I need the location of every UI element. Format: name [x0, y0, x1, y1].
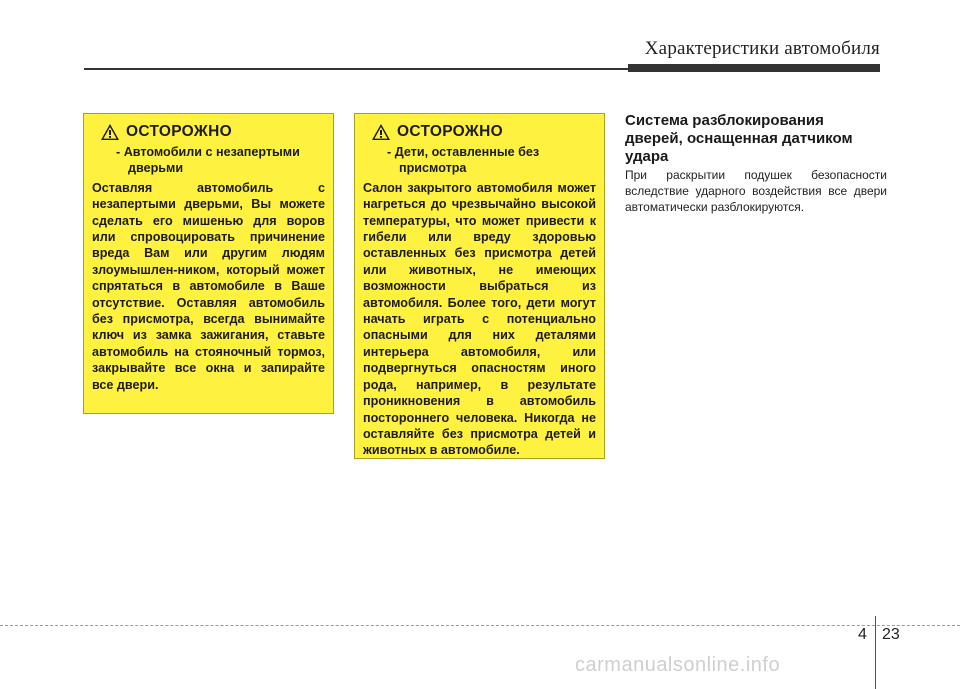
warning-item: - Автомобили с незапертыми дверьми	[116, 145, 300, 176]
warning-triangle-icon	[100, 123, 120, 141]
warning-header	[371, 123, 596, 141]
warning-box-unattended-children	[354, 113, 605, 459]
warning-title: ОСТОРОЖНО	[397, 122, 503, 140]
footer-dashed-rule	[0, 625, 960, 626]
header-rule-accent	[628, 64, 880, 72]
warning-body: Оставляя автомобиль с незапертыми дверьми, Вы можете сделать его мишенью для воров или спровоцировать причинение вреда Вам или другим людям злоумышлен-ником, который может спрятаться в автомобиле в Ваше отсутствие. Оставляя автомобиль без присмотра, всегда вынимайте ключ из замка зажигания, ставьте автомобиль на стояночный тормоз, закрывайте все окна и запирайте все двери.	[92, 180, 325, 392]
page-header-title: Характеристики автомобиля	[644, 38, 880, 59]
warning-item: - Дети, оставленные без присмотра	[387, 145, 540, 176]
warning-title: ОСТОРОЖНО	[126, 122, 232, 140]
warning-triangle-icon	[371, 123, 391, 141]
warning-box-unlocked-doors	[83, 113, 334, 414]
watermark: carmanualsonline.info	[575, 654, 781, 676]
warning-body: Салон закрытого автомобиля может нагреться до чрезвычайно высокой температуры, что может привести к гибели или вреду здоровью оставленных без присмотра детей или животных, не имеющих возможности выбраться из автомобиля. Более того, дети могут начать играть с потенциально опасными для них деталями интерьера автомобиля, или подвергнуться опасностям иного рода, например, в результате проникновения в автомобиль постороннего человека. Никогда не оставляйте без присмотра детей и животных в автомобиле.	[363, 180, 596, 458]
section-title: Система разблокирования дверей, оснащенная датчиком удара	[625, 112, 853, 165]
section-text: При раскрытии подушек безопасности вследствие ударного воздействия все двери автоматически разблокируются.	[625, 168, 887, 214]
chapter-number: 4	[858, 626, 867, 643]
page-number: 23	[882, 626, 900, 643]
warning-header	[100, 123, 325, 141]
footer-divider	[875, 616, 876, 689]
